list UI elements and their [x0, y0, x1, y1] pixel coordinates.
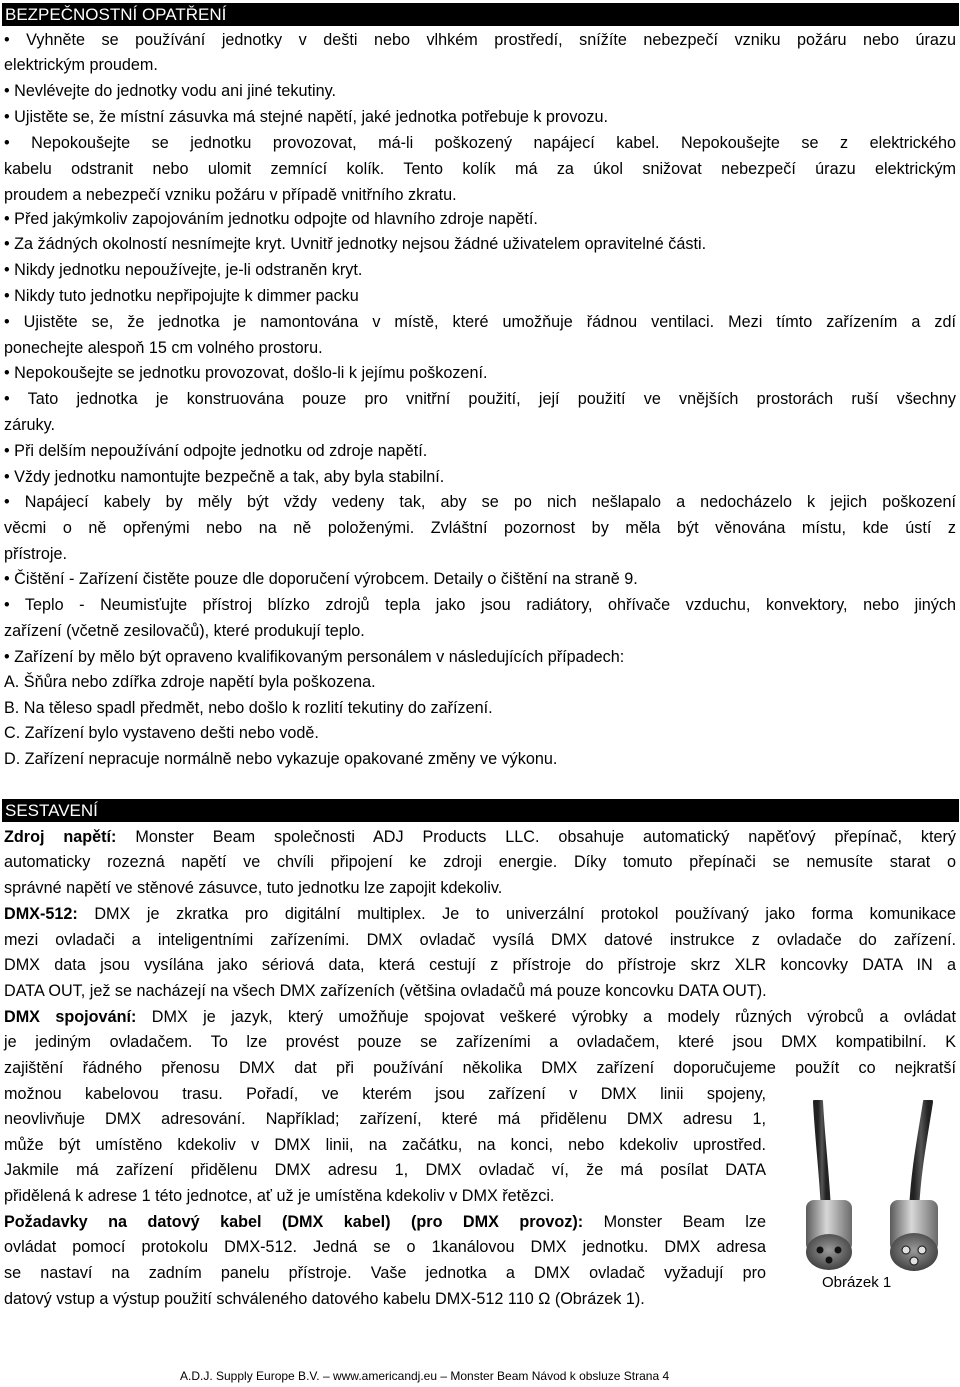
- safety-line: • Nikdy tuto jednotku nepřipojujte k dimmer packu: [4, 287, 359, 305]
- safety-line: • Nepokoušejte se jednotku provozovat, došlo-li k jejímu poškození.: [4, 364, 488, 382]
- power-text: Monster Beam společnosti ADJ Products LLC. obsahuje automatický napěťový přepínač, který: [116, 828, 956, 846]
- safety-line: • Zařízení by mělo být opraveno kvalifikovaným personálem v následujících případech:: [4, 648, 625, 666]
- link-line: možnou kabelovou trasu. Pořadí, ve kterém jsou zařízení v DMX linii spojeny,: [4, 1085, 766, 1103]
- link-line: je jediným ovladačem. To lze provést pouze se zařízeními a ovladačem, které jsou DMX kompatibilní. K: [4, 1033, 956, 1051]
- power-label: Zdroj napětí:: [4, 828, 117, 846]
- link-line: zajištění řádného přenosu DMX dat při používání několika DMX zařízení doporučujeme použít co nejkratší: [4, 1059, 956, 1077]
- safety-line: • Ujistěte se, že místní zásuvka má stejné napětí, jaké jednotka potřebuje k provozu.: [4, 108, 609, 126]
- safety-line: • Vždy jednotku namontujte bezpečně a tak, aby byla stabilní.: [4, 468, 445, 486]
- dmx-line: [4, 904, 956, 924]
- link-line: Jakmile má zařízení přidělenu DMX adresu 1, DMX ovladač ví, že má posílat DATA: [4, 1161, 766, 1179]
- safety-line: • Nepokoušejte se jednotku provozovat, má-li poškozený napájecí kabel. Nepokoušejte se z elektrického: [4, 134, 956, 152]
- cable-line: se nastaví na zadním panelu přístroje. Vaše jednotka a DMX ovladač vyžadují pro: [4, 1264, 766, 1282]
- cable-text: Monster Beam lze: [583, 1213, 766, 1231]
- link-line: [4, 1007, 956, 1027]
- dmx-line: DMX data jsou vysílána jako sériová data, která cestují z přístroje do přístroje skrz XLR koncovky DATA IN a: [4, 956, 956, 974]
- safety-line: elektrickým proudem.: [4, 56, 158, 74]
- dmx-label: DMX-512:: [4, 905, 78, 923]
- cable-line: datový vstup a výstup použití schváleného datového kabelu DMX-512 110 Ω (Obrázek 1).: [4, 1290, 645, 1308]
- cable-label: Požadavky na datový kabel (DMX kabel) (pro DMX provoz):: [4, 1213, 584, 1231]
- safety-line: • Ujistěte se, že jednotka je namontována v místě, které umožňuje řádnou ventilaci. Mezi tímto zařízením a zdí: [4, 313, 956, 331]
- power-line: automaticky rozezná napětí ve chvíli připojení ke zdroji energie. Díky tomuto přepínači se nemusíte starat o: [4, 853, 956, 871]
- safety-line: věcmi o ně opřenými nebo na ně položenými. Zvláštní pozornost by měla být věnována místu, kde ústí z: [4, 519, 956, 537]
- safety-line: proudem a nebezpečí vzniku požáru v případě vnitřního zkratu.: [4, 186, 457, 204]
- link-line: neovlivňuje DMX adresování. Například; zařízení, které má přidělenu DMX adresu 1,: [4, 1110, 766, 1128]
- dmx-line: mezi ovladači a inteligentními zařízeními. DMX ovladač vysílá DMX datové instrukce z ovladače do zařízení.: [4, 931, 956, 949]
- safety-line: • Za žádných okolností nesnímejte kryt. Uvnitř jednotky nejsou žádné uživatelem opravitelné části.: [4, 235, 707, 253]
- safety-line: • Vyhněte se používání jednotky v dešti nebo vlhkém prostředí, snížíte nebezpečí vzniku požáru nebo úrazu: [4, 31, 956, 49]
- xlr-connector-icon: [790, 1100, 958, 1280]
- link-text: DMX je jazyk, který umožňuje spojovat veškeré výrobky a modely různých výrobců a ovládat: [136, 1008, 956, 1026]
- page-footer: A.D.J. Supply Europe B.V. – www.americandj.eu – Monster Beam Návod k obsluze Strana 4: [180, 1369, 670, 1383]
- figure-caption: Obrázek 1: [822, 1274, 892, 1291]
- safety-line: záruky.: [4, 416, 55, 434]
- dmx-line: DATA OUT, jež se nacházejí na všech DMX zařízeních (většina ovladačů má pouze koncovku DATA OUT).: [4, 982, 767, 1000]
- safety-line: • Před jakýmkoliv zapojováním jednotku odpojte od hlavního zdroje napětí.: [4, 210, 538, 228]
- setup-heading: SESTAVENÍ: [2, 799, 959, 822]
- link-line: může být umístěno kdekoliv v DMX linii, na začátku, na konci, nebo kdekoliv uprostřed.: [4, 1136, 766, 1154]
- safety-line: • Tato jednotka je konstruována pouze pro vnitřní použití, její použití ve vnějších prostorách ruší všechny: [4, 390, 956, 408]
- link-line: přidělená k adrese 1 této jednotce, ať už je umístěna kdekoliv v DMX řetězci.: [4, 1187, 555, 1205]
- safety-line: zařízení (včetně zesilovačů), které produkují teplo.: [4, 622, 365, 640]
- safety-line: B. Na těleso spadl předmět, nebo došlo k rozlití tekutiny do zařízení.: [4, 699, 493, 717]
- power-line: [4, 827, 956, 847]
- safety-line: A. Šňůra nebo zdířka zdroje napětí byla poškozena.: [4, 673, 376, 691]
- power-line: správné napětí ve stěnové zásuvce, tuto jednotku lze zapojit kdekoliv.: [4, 879, 503, 897]
- safety-line: kabelu odstranit nebo ulomit zemnící kolík. Tento kolík má za úkol snižovat nebezpečí úrazu elektrickým: [4, 160, 956, 178]
- cable-line: ovládat pomocí protokolu DMX-512. Jedná se o 1kanálovou DMX jednotku. DMX adresa: [4, 1238, 766, 1256]
- safety-heading: BEZPEČNOSTNÍ OPATŘENÍ: [2, 3, 959, 26]
- safety-line: • Při delším nepoužívání odpojte jednotku od zdroje napětí.: [4, 442, 428, 460]
- safety-line: přístroje.: [4, 545, 67, 563]
- dmx-text: DMX je zkratka pro digitální multiplex. Je to univerzální protokol používaný jako forma komunikace: [77, 905, 956, 923]
- cable-line: [4, 1212, 766, 1232]
- safety-line: • Teplo - Neumisťujte přístroj blízko zdrojů tepla jako jsou radiátory, ohřívače vzduchu, konvektory, nebo jiných: [4, 596, 956, 614]
- safety-line: C. Zařízení bylo vystaveno dešti nebo vodě.: [4, 724, 319, 742]
- link-label: DMX spojování:: [4, 1008, 137, 1026]
- safety-line: ponechejte alespoň 15 cm volného prostoru.: [4, 339, 323, 357]
- safety-line: • Čištění - Zařízení čistěte pouze dle doporučení výrobcem. Detaily o čištění na straně 9.: [4, 570, 638, 588]
- safety-line: D. Zařízení nepracuje normálně nebo vykazuje opakované změny ve výkonu.: [4, 750, 558, 768]
- safety-line: • Napájecí kabely by měly být vždy vedeny tak, aby se po nich nešlapalo a nedocházelo k jejich poškození: [4, 493, 956, 511]
- safety-line: • Nevlévejte do jednotky vodu ani jiné tekutiny.: [4, 82, 337, 100]
- safety-line: • Nikdy jednotku nepoužívejte, je-li odstraněn kryt.: [4, 261, 363, 279]
